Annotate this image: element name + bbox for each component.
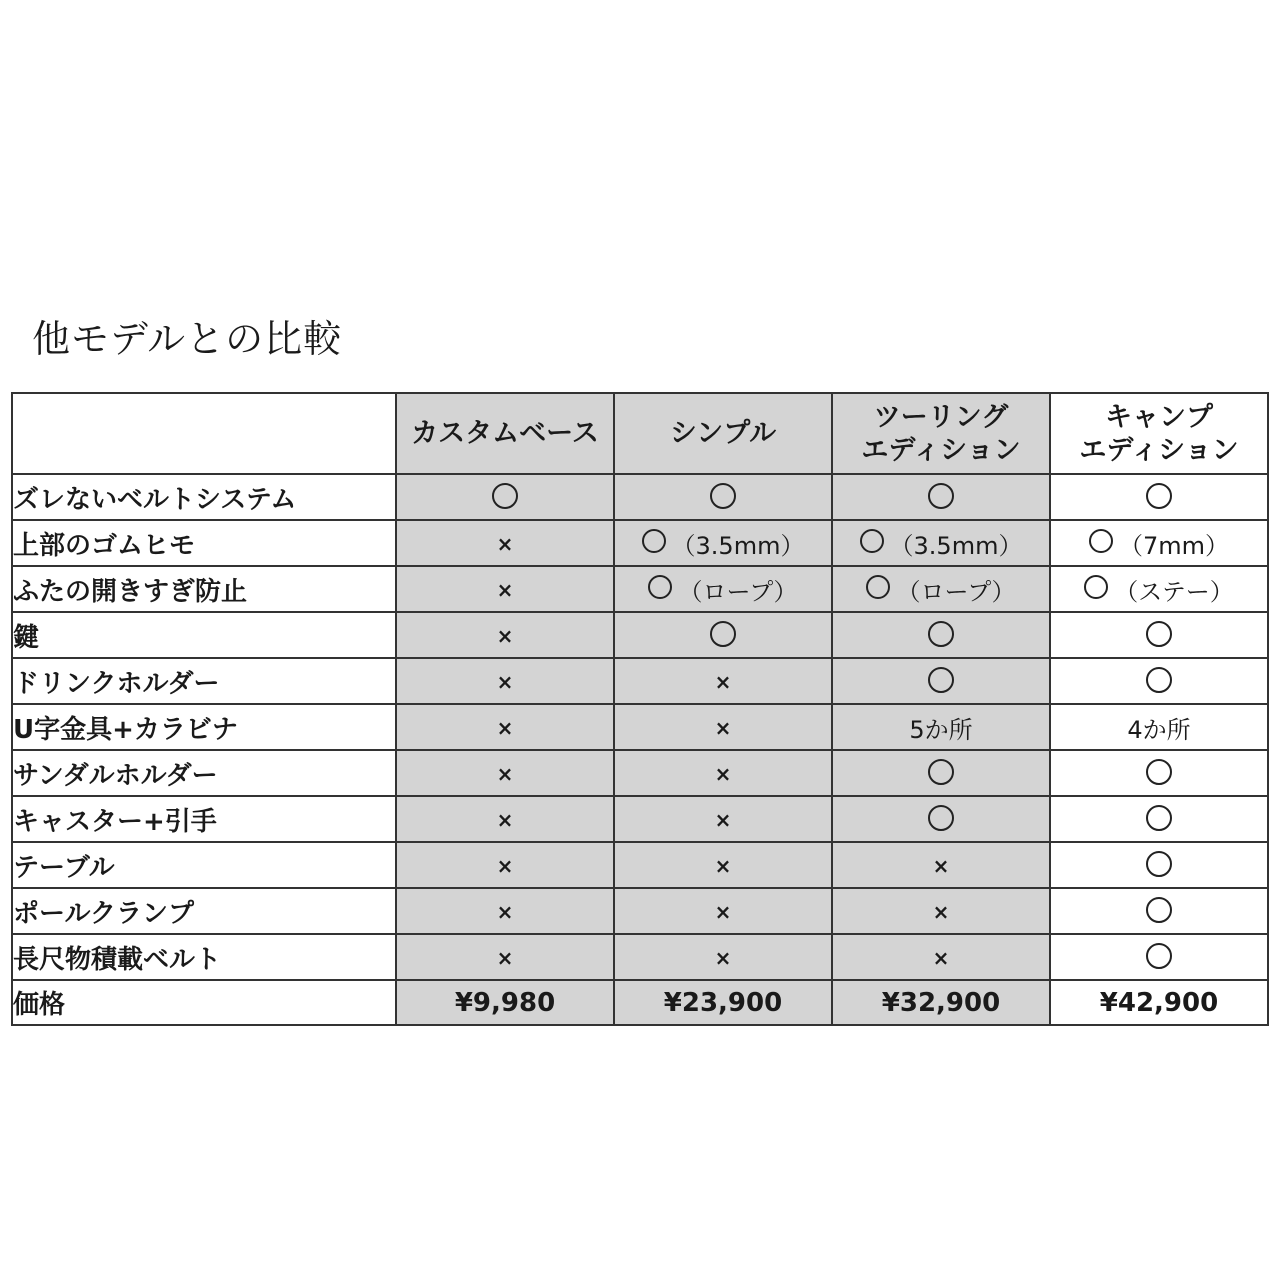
table-cell [832,566,1050,612]
header-line: ツーリング [873,401,1009,433]
circle-mark-icon [1146,943,1172,969]
cross-mark-icon: × [496,624,514,648]
cross-mark-icon: × [496,946,514,970]
row-label: 上部のゴムヒモ [12,520,396,566]
header-line: シンプル [669,418,777,449]
table-cell [1050,520,1268,566]
table-cell [396,842,614,888]
header-touring-edition [832,393,1050,474]
cell-note: （3.5mm） [889,531,1023,560]
row-label: 長尺物積載ベルト [12,934,396,980]
table-cell [1050,658,1268,704]
header-row [12,393,1268,474]
row-label: キャスター+引手 [12,796,396,842]
price-value: ¥23,900 [614,980,832,1025]
table-body [12,474,1268,1025]
header-simple [614,393,832,474]
cross-mark-icon: × [932,854,950,878]
cross-mark-icon: × [496,900,514,924]
row-label: ふたの開きすぎ防止 [12,566,396,612]
cell-note: （ロープ） [678,577,798,606]
cell-note: （3.5mm） [671,531,805,560]
table-cell [396,612,614,658]
circle-mark-icon [648,575,672,599]
table-cell [396,520,614,566]
price-label: 価格 [12,980,396,1025]
cross-mark-icon: × [932,900,950,924]
table-cell [614,934,832,980]
table-cell [614,566,832,612]
circle-mark-icon [1084,575,1108,599]
row-label: ポールクランプ [12,888,396,934]
circle-mark-icon [866,575,890,599]
table-cell [614,796,832,842]
circle-mark-icon [928,483,954,509]
table-cell [614,750,832,796]
table-cell [1050,750,1268,796]
table-cell [1050,796,1268,842]
circle-mark-icon [860,529,884,553]
cross-mark-icon: × [496,854,514,878]
table-cell [832,842,1050,888]
circle-mark-icon [928,621,954,647]
table-cell [614,520,832,566]
cross-mark-icon: × [714,716,732,740]
table-cell [832,796,1050,842]
header-line: カスタムベース [411,418,599,449]
table-cell [1050,934,1268,980]
table-row [12,842,1268,888]
price-row [12,980,1268,1025]
header-corner [12,393,396,474]
table-cell [1050,888,1268,934]
table-row [12,750,1268,796]
row-label: テーブル [12,842,396,888]
table-row [12,612,1268,658]
circle-mark-icon [1146,851,1172,877]
table-cell [832,658,1050,704]
price-value: ¥42,900 [1050,980,1268,1025]
table-cell [832,750,1050,796]
circle-mark-icon [1146,805,1172,831]
header-camp-edition [1050,393,1268,474]
table-cell [396,704,614,750]
circle-mark-icon [642,529,666,553]
cell-text: 5か所 [909,715,973,744]
table-cell [832,520,1050,566]
table-cell [614,704,832,750]
circle-mark-icon [1146,897,1172,923]
table-cell [396,796,614,842]
table-cell [1050,842,1268,888]
header-line: エディション [861,434,1021,466]
price-value: ¥9,980 [396,980,614,1025]
cross-mark-icon: × [714,762,732,786]
circle-mark-icon [1146,667,1172,693]
circle-mark-icon [928,759,954,785]
cell-note: （ステー） [1114,577,1234,606]
circle-mark-icon [928,667,954,693]
table-row [12,888,1268,934]
cross-mark-icon: × [496,762,514,786]
cell-text: 4か所 [1127,715,1191,744]
table-cell [832,474,1050,520]
table-cell [1050,704,1268,750]
table-cell [614,474,832,520]
table-cell [1050,612,1268,658]
table-cell [1050,566,1268,612]
cross-mark-icon: × [714,900,732,924]
header-line: キャンプ [1105,401,1213,433]
table-cell [832,888,1050,934]
table-row [12,704,1268,750]
cross-mark-icon: × [714,808,732,832]
row-label: サンダルホルダー [12,750,396,796]
circle-mark-icon [492,483,518,509]
table-cell [396,934,614,980]
circle-mark-icon [928,805,954,831]
cross-mark-icon: × [496,670,514,694]
table-cell [396,658,614,704]
circle-mark-icon [1089,529,1113,553]
table-cell [832,934,1050,980]
cross-mark-icon: × [496,716,514,740]
page-title: 他モデルとの比較 [32,317,343,361]
table-cell [614,842,832,888]
table-cell [614,612,832,658]
table-row [12,658,1268,704]
circle-mark-icon [710,483,736,509]
circle-mark-icon [1146,621,1172,647]
table-cell [614,888,832,934]
cell-note: （7mm） [1118,531,1230,560]
row-label: 鍵 [12,612,396,658]
table-cell [396,888,614,934]
header-custom-base [396,393,614,474]
table-row [12,934,1268,980]
cross-mark-icon: × [496,532,514,556]
circle-mark-icon [710,621,736,647]
header-line: エディション [1079,434,1239,466]
price-value: ¥32,900 [832,980,1050,1025]
table-row [12,520,1268,566]
table-cell [1050,474,1268,520]
row-label: U字金具+カラビナ [12,704,396,750]
table-cell [396,474,614,520]
cell-note: （ロープ） [896,577,1016,606]
row-label: ズレないベルトシステム [12,474,396,520]
cross-mark-icon: × [714,946,732,970]
comparison-table [11,392,1269,1026]
cross-mark-icon: × [496,808,514,832]
cross-mark-icon: × [932,946,950,970]
circle-mark-icon [1146,483,1172,509]
table-row [12,474,1268,520]
cross-mark-icon: × [714,670,732,694]
table-cell [396,566,614,612]
table-row [12,566,1268,612]
cross-mark-icon: × [496,578,514,602]
table-cell [832,612,1050,658]
table-row [12,796,1268,842]
table-cell [396,750,614,796]
table-cell [832,704,1050,750]
row-label: ドリンクホルダー [12,658,396,704]
table-cell [614,658,832,704]
cross-mark-icon: × [714,854,732,878]
circle-mark-icon [1146,759,1172,785]
